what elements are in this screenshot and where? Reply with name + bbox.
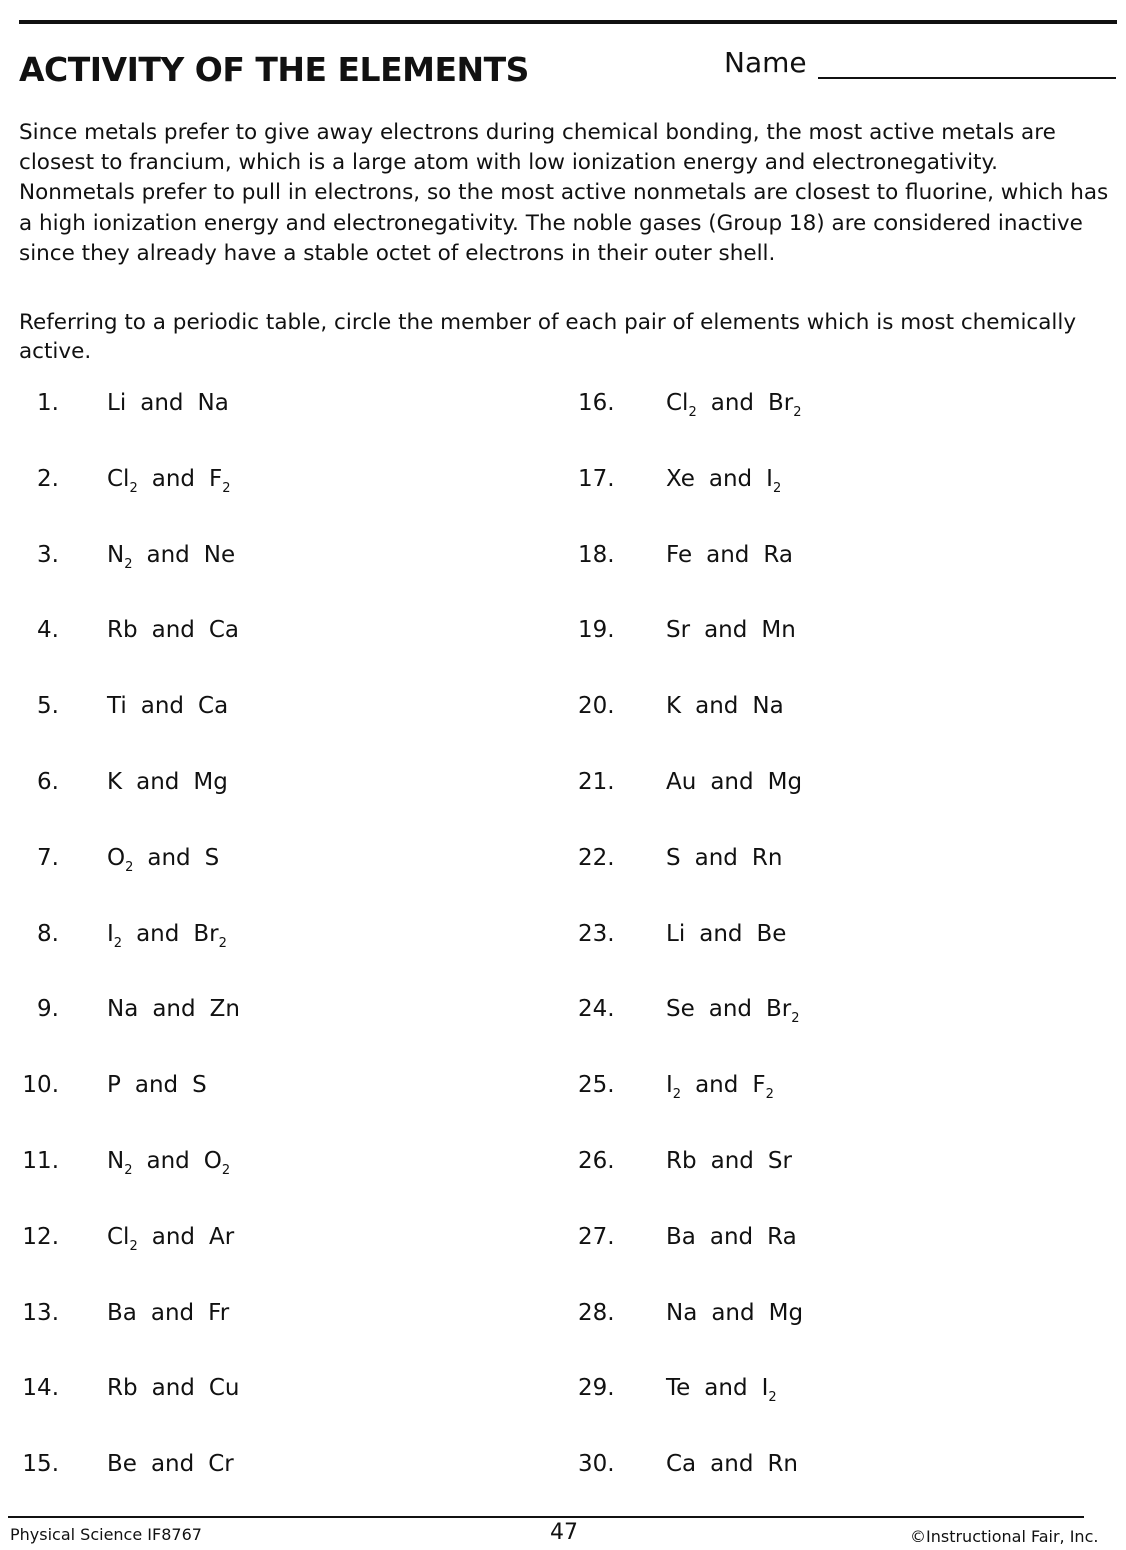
element-symbol[interactable]	[752, 845, 783, 871]
element-symbol[interactable]	[107, 1223, 138, 1254]
element-symbol-text: Li	[107, 390, 127, 416]
element-subscript: 2	[222, 480, 231, 496]
element-symbol-text: Cr	[208, 1451, 234, 1478]
conjunction-and: and	[704, 1375, 748, 1402]
element-symbol-text: S	[666, 844, 681, 871]
element-symbol[interactable]	[205, 845, 220, 871]
element-symbol[interactable]	[193, 769, 227, 795]
element-pair	[666, 921, 786, 951]
element-symbol-text: O	[107, 844, 126, 871]
element-symbol-text: Sr	[666, 617, 691, 644]
element-symbol-text: S	[192, 1072, 207, 1099]
conjunction-and: and	[140, 693, 185, 720]
question-number: 6.	[37, 768, 59, 795]
element-pair	[666, 845, 782, 875]
element-symbol[interactable]	[107, 693, 127, 719]
question-number: 17.	[578, 465, 615, 492]
element-symbol-text: Ne	[203, 541, 236, 568]
element-symbol-text: Te	[666, 1375, 691, 1402]
question-number: 22.	[578, 844, 615, 871]
element-symbol[interactable]	[208, 1451, 234, 1477]
element-symbol[interactable]	[766, 465, 782, 496]
element-symbol[interactable]	[204, 542, 235, 568]
element-subscript: 2	[218, 935, 227, 951]
element-subscript: 2	[221, 1162, 231, 1178]
element-pair	[666, 693, 784, 723]
element-symbol-text: Ra	[767, 1223, 797, 1250]
element-subscript: 2	[768, 1390, 777, 1406]
element-symbol[interactable]	[666, 845, 681, 871]
question-number: 30.	[578, 1451, 615, 1478]
question-number: 11.	[22, 1147, 59, 1174]
element-pair	[666, 1148, 792, 1178]
question-number: 26.	[578, 1147, 615, 1174]
element-symbol-text: Li	[666, 920, 686, 947]
element-symbol[interactable]	[767, 1224, 797, 1250]
element-symbol-text: Fr	[208, 1299, 230, 1326]
element-symbol[interactable]	[209, 617, 239, 643]
element-symbol-text: I	[761, 1375, 769, 1402]
element-symbol-text: Ra	[763, 541, 793, 568]
element-subscript: 2	[688, 405, 697, 420]
element-subscript: 2	[791, 1011, 800, 1027]
element-symbol[interactable]	[107, 1300, 137, 1326]
conjunction-and: and	[709, 1223, 754, 1250]
element-subscript: 2	[124, 556, 133, 572]
element-symbol[interactable]	[209, 465, 231, 496]
element-subscript: 2	[124, 1162, 133, 1178]
element-symbol-text: Na	[666, 1299, 698, 1326]
question-number: 25.	[578, 1072, 615, 1099]
element-symbol[interactable]	[666, 1148, 697, 1174]
element-symbol-text: Ti	[107, 693, 127, 720]
element-symbol[interactable]	[757, 921, 787, 947]
element-symbol[interactable]	[666, 617, 690, 643]
element-pair	[666, 1375, 777, 1405]
element-symbol-text: Cu	[208, 1375, 240, 1402]
element-symbol-text: Zn	[209, 996, 240, 1023]
question-number: 9.	[37, 996, 59, 1023]
element-pair	[666, 542, 793, 572]
element-pair	[107, 542, 235, 572]
element-symbol-text: Rb	[666, 1147, 697, 1174]
conjunction-and: and	[134, 1072, 179, 1099]
element-symbol[interactable]	[107, 1375, 138, 1401]
element-symbol-text: K	[666, 693, 682, 720]
conjunction-and: and	[708, 996, 753, 1023]
element-symbol-text: K	[107, 768, 123, 795]
element-symbol-text: F	[752, 1072, 766, 1099]
element-symbol-text: Na	[752, 693, 784, 720]
element-symbol-text: Rn	[751, 844, 783, 871]
element-pair	[666, 466, 781, 496]
element-symbol-text: Cl	[666, 390, 689, 416]
element-symbol[interactable]	[666, 466, 695, 492]
element-symbol-text: F	[209, 465, 223, 492]
question-number: 13.	[22, 1299, 59, 1326]
element-symbol-text: Rb	[107, 1375, 138, 1402]
element-subscript: 2	[672, 1087, 682, 1103]
element-symbol[interactable]	[198, 693, 228, 719]
element-symbol-text: Ba	[666, 1223, 696, 1250]
element-pair	[107, 466, 231, 496]
element-symbol[interactable]	[107, 920, 123, 951]
question-number: 20.	[578, 693, 615, 720]
element-pair	[666, 1072, 774, 1102]
element-symbol[interactable]	[752, 1072, 774, 1103]
element-symbol[interactable]	[666, 1451, 696, 1477]
question-number: 14.	[22, 1375, 59, 1402]
element-symbol-text: Rb	[107, 617, 138, 644]
element-subscript: 2	[765, 1087, 774, 1103]
conjunction-and: and	[704, 617, 748, 644]
element-symbol[interactable]	[107, 465, 138, 496]
element-symbol-text: Xe	[666, 465, 695, 492]
element-symbol[interactable]	[752, 693, 783, 719]
element-subscript: 2	[113, 935, 123, 951]
element-symbol[interactable]	[761, 1375, 777, 1406]
question-number: 5.	[37, 693, 59, 720]
conjunction-and: and	[151, 1375, 195, 1402]
element-symbol[interactable]	[192, 1072, 207, 1098]
element-subscript: 2	[772, 480, 782, 496]
page-title: ACTIVITY OF THE ELEMENTS	[19, 50, 529, 89]
name-field-line[interactable]	[818, 77, 1116, 79]
element-symbol[interactable]	[666, 769, 696, 795]
conjunction-and: and	[710, 768, 754, 795]
conjunction-and: and	[695, 1072, 739, 1099]
element-symbol-text: Mg	[768, 1299, 804, 1326]
element-pair	[107, 617, 239, 647]
element-symbol-text: Ba	[107, 1299, 137, 1326]
element-symbol-text: Mg	[193, 768, 228, 795]
conjunction-and: and	[151, 617, 195, 644]
element-symbol[interactable]	[198, 390, 229, 416]
element-symbol[interactable]	[209, 1224, 234, 1250]
element-symbol[interactable]	[768, 1148, 792, 1174]
element-symbol[interactable]	[666, 693, 681, 719]
conjunction-and: and	[150, 1451, 195, 1478]
question-number: 28.	[578, 1299, 615, 1326]
element-symbol-text: Be	[107, 1451, 137, 1478]
element-symbol-text: Na	[107, 996, 139, 1023]
element-pair	[107, 1375, 240, 1405]
element-subscript: 2	[129, 1238, 138, 1254]
element-pair	[666, 617, 796, 647]
element-symbol[interactable]	[193, 920, 227, 951]
element-subscript: 2	[793, 405, 802, 420]
conjunction-and: and	[710, 390, 755, 416]
footer-copyright: ©Instructional Fair, Inc.	[910, 1527, 1099, 1546]
question-number: 2.	[37, 465, 59, 492]
conjunction-and: and	[699, 920, 743, 947]
element-symbol[interactable]	[766, 996, 800, 1027]
instructions-paragraph: Referring to a periodic table, circle the member of each pair of elements which is most chemically active.	[19, 310, 1077, 364]
element-pair	[107, 769, 228, 799]
element-pair	[107, 1300, 229, 1330]
element-symbol[interactable]	[107, 769, 122, 795]
element-symbol-text: I	[107, 920, 114, 947]
element-symbol[interactable]	[767, 1451, 798, 1477]
element-symbol-text: N	[107, 1147, 125, 1174]
element-pair	[666, 1451, 798, 1481]
element-pair	[666, 1224, 797, 1254]
conjunction-and: and	[146, 1147, 190, 1174]
element-pair	[107, 1072, 207, 1102]
question-number: 24.	[578, 996, 615, 1023]
name-label: Name	[724, 46, 807, 79]
conjunction-and: and	[710, 1147, 754, 1174]
element-symbol[interactable]	[666, 1300, 697, 1326]
conjunction-and: and	[708, 465, 753, 492]
element-symbol-text: Cl	[107, 465, 130, 492]
element-pair	[107, 921, 227, 951]
question-number: 23.	[578, 920, 615, 947]
conjunction-and: and	[136, 768, 180, 795]
element-symbol[interactable]	[208, 1300, 229, 1326]
question-number: 1.	[37, 390, 59, 416]
element-symbol[interactable]	[769, 1300, 803, 1326]
question-number: 19.	[578, 617, 615, 644]
element-symbol[interactable]	[107, 1147, 133, 1178]
element-symbol-text: N	[107, 541, 125, 568]
element-symbol-text: O	[203, 1147, 222, 1174]
element-symbol[interactable]	[763, 542, 793, 568]
element-symbol-text: Ca	[666, 1451, 697, 1478]
conjunction-and: and	[152, 996, 196, 1023]
element-symbol-text: Br	[768, 390, 794, 416]
element-symbol[interactable]	[761, 617, 795, 643]
question-number: 7.	[37, 844, 59, 871]
question-number: 15.	[22, 1451, 59, 1478]
element-symbol[interactable]	[107, 390, 126, 416]
element-symbol-text: Rn	[767, 1451, 798, 1478]
element-symbol-text: S	[204, 844, 220, 871]
element-symbol-text: Br	[766, 996, 792, 1023]
question-number: 8.	[37, 920, 59, 947]
question-number: 21.	[578, 768, 615, 795]
footer-page-number: 47	[550, 1520, 578, 1545]
element-pair	[107, 1451, 234, 1481]
element-symbol[interactable]	[666, 921, 685, 947]
element-symbol-text: Sr	[767, 1147, 792, 1174]
element-symbol-text: Ca	[198, 693, 229, 720]
element-symbol[interactable]	[210, 996, 240, 1022]
element-symbol[interactable]	[768, 769, 802, 795]
bottom-rule	[8, 1516, 1084, 1518]
element-symbol[interactable]	[666, 542, 692, 568]
question-number: 18.	[578, 541, 615, 568]
element-symbol-text: Au	[666, 768, 697, 795]
question-number: 3.	[37, 541, 59, 568]
conjunction-and: and	[146, 541, 190, 568]
top-rule	[19, 20, 1117, 24]
intro-paragraph: Since metals prefer to give away electrons during chemical bonding, the most active metals are closest to francium, which is a large atom with low ionization energy and electronegativity. Nonmetals prefer to pull in electrons, so the most active nonmetals are closest to fluorine, which has a high ionization energy and electronegativity. The noble gases (Group 18) are considered inactive since they already have a stable octet of electrons in their outer shell.	[19, 120, 1109, 266]
question-number: 29.	[578, 1375, 615, 1402]
element-symbol-text: Mn	[761, 617, 796, 644]
conjunction-and: and	[140, 390, 184, 416]
conjunction-and: and	[694, 844, 738, 871]
element-symbol[interactable]	[107, 541, 133, 572]
element-symbol-text: P	[107, 1072, 121, 1099]
element-symbol[interactable]	[107, 617, 138, 643]
element-symbol[interactable]	[107, 844, 134, 875]
element-symbol-text: Ca	[208, 617, 240, 644]
conjunction-and: and	[706, 541, 750, 568]
element-symbol-text: Fe	[666, 541, 693, 568]
element-pair	[666, 769, 802, 799]
element-symbol-text: Mg	[767, 768, 803, 795]
element-pair	[666, 1300, 803, 1330]
conjunction-and: and	[695, 693, 739, 720]
question-number: 4.	[37, 617, 59, 644]
conjunction-and: and	[710, 1451, 754, 1478]
element-symbol[interactable]	[666, 1375, 690, 1401]
element-symbol-text: Se	[666, 996, 695, 1023]
element-symbol-text: I	[766, 465, 773, 492]
element-pair	[107, 845, 219, 875]
conjunction-and: and	[151, 465, 196, 492]
element-symbol[interactable]	[107, 1072, 121, 1098]
element-symbol[interactable]	[666, 390, 697, 420]
element-symbol[interactable]	[203, 1147, 231, 1178]
conjunction-and: and	[150, 1299, 195, 1326]
element-symbol[interactable]	[666, 1224, 696, 1250]
element-symbol[interactable]	[209, 1375, 240, 1401]
question-number: 12.	[22, 1223, 59, 1250]
element-symbol[interactable]	[666, 996, 695, 1022]
element-pair	[107, 996, 240, 1026]
question-number: 16.	[578, 390, 615, 416]
conjunction-and: and	[151, 1223, 196, 1250]
element-subscript: 2	[125, 859, 134, 875]
element-symbol-text: Cl	[107, 1223, 130, 1250]
element-symbol-text: Be	[756, 920, 787, 947]
element-symbol-text: Ar	[209, 1223, 235, 1250]
question-number: 27.	[578, 1223, 615, 1250]
element-symbol-text: I	[666, 1072, 673, 1099]
conjunction-and: and	[136, 920, 180, 947]
element-pair	[666, 996, 800, 1026]
element-symbol[interactable]	[107, 1451, 137, 1477]
element-pair	[107, 693, 228, 723]
element-pair	[107, 390, 229, 420]
element-pair	[107, 1148, 230, 1178]
element-symbol[interactable]	[666, 1072, 682, 1103]
element-symbol-text: Na	[197, 390, 229, 416]
element-pair	[107, 1224, 234, 1254]
element-pair	[666, 390, 802, 420]
footer-course: Physical Science IF8767	[10, 1525, 202, 1544]
conjunction-and: and	[711, 1299, 755, 1326]
element-subscript: 2	[129, 480, 138, 496]
element-symbol-text: Br	[193, 920, 219, 947]
conjunction-and: and	[147, 844, 191, 871]
element-symbol[interactable]	[107, 996, 138, 1022]
question-number: 10.	[22, 1072, 59, 1099]
element-symbol[interactable]	[768, 390, 802, 420]
